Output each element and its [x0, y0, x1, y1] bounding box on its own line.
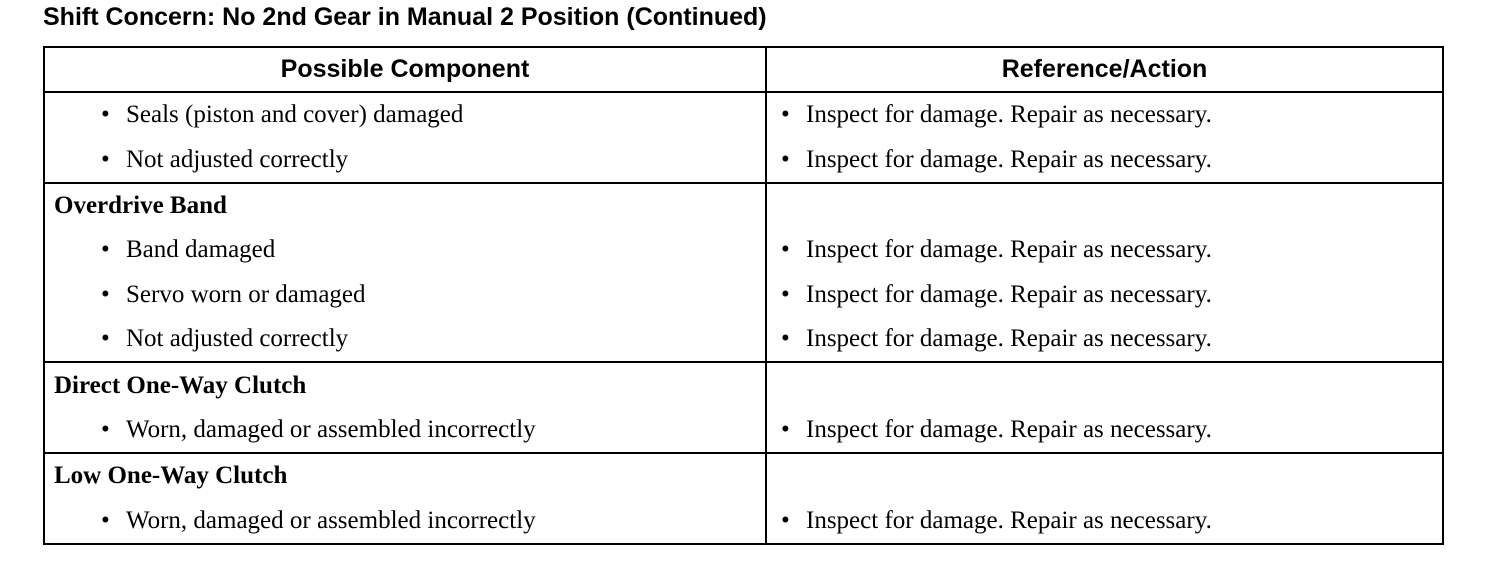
action-cell	[767, 273, 1442, 317]
bullet-icon: •	[781, 280, 790, 308]
group-heading: Direct One-Way Clutch	[54, 371, 307, 399]
action-cell	[767, 499, 1442, 543]
table-row	[44, 92, 1443, 137]
component-cell	[45, 228, 765, 272]
action-cell	[767, 137, 1442, 181]
table-group	[44, 92, 1443, 183]
table-row	[44, 499, 1443, 544]
component-cell	[45, 408, 765, 452]
table-row	[44, 408, 1443, 453]
bullet-icon: •	[781, 506, 790, 534]
table-group	[44, 362, 1443, 453]
action-text: Inspect for damage. Repair as necessary.	[806, 236, 1212, 264]
bullet-icon: •	[101, 280, 110, 308]
action-text: Inspect for damage. Repair as necessary.	[806, 280, 1212, 308]
component-cell	[45, 317, 765, 361]
action-cell	[767, 93, 1442, 137]
table-header-row	[44, 47, 1443, 92]
group-heading-row	[44, 453, 1443, 498]
table-row	[44, 137, 1443, 182]
bullet-icon: •	[781, 236, 790, 264]
bullet-icon: •	[781, 415, 790, 443]
action-cell	[767, 317, 1442, 361]
component-text: Not adjusted correctly	[126, 145, 349, 173]
table-row	[44, 273, 1443, 317]
column-header-reference-action: Reference/Action	[766, 47, 1443, 92]
bullet-icon: •	[101, 101, 110, 129]
action-text: Inspect for damage. Repair as necessary.	[806, 415, 1212, 443]
component-text: Worn, damaged or assembled incorrectly	[126, 506, 536, 534]
component-text: Seals (piston and cover) damaged	[126, 101, 464, 129]
component-text: Servo worn or damaged	[126, 280, 366, 308]
bullet-icon: •	[781, 325, 790, 353]
bullet-icon: •	[101, 145, 110, 173]
table-group	[44, 453, 1443, 544]
group-heading-row	[44, 183, 1443, 228]
action-text: Inspect for damage. Repair as necessary.	[806, 506, 1212, 534]
bullet-icon: •	[101, 236, 110, 264]
group-heading-row	[44, 362, 1443, 407]
component-text: Worn, damaged or assembled incorrectly	[126, 415, 536, 443]
component-cell	[45, 93, 765, 137]
group-heading: Overdrive Band	[54, 191, 227, 219]
component-cell	[45, 273, 765, 317]
component-text: Band damaged	[126, 236, 276, 264]
component-cell	[45, 499, 765, 543]
table-row	[44, 228, 1443, 272]
diagnosis-table	[43, 46, 1444, 545]
table-row	[44, 317, 1443, 362]
bullet-icon: •	[101, 415, 110, 443]
group-heading: Low One-Way Clutch	[54, 462, 288, 490]
action-cell	[767, 408, 1442, 452]
table-group	[44, 183, 1443, 363]
bullet-icon: •	[101, 325, 110, 353]
bullet-icon: •	[781, 101, 790, 129]
component-text: Not adjusted correctly	[126, 325, 349, 353]
action-text: Inspect for damage. Repair as necessary.	[806, 145, 1212, 173]
action-text: Inspect for damage. Repair as necessary.	[806, 101, 1212, 129]
bullet-icon: •	[101, 506, 110, 534]
action-cell	[767, 228, 1442, 272]
component-cell	[45, 137, 765, 181]
column-header-possible-component: Possible Component	[44, 47, 766, 92]
bullet-icon: •	[781, 145, 790, 173]
action-text: Inspect for damage. Repair as necessary.	[806, 325, 1212, 353]
page-title: Shift Concern: No 2nd Gear in Manual 2 Position (Continued)	[43, 3, 767, 31]
